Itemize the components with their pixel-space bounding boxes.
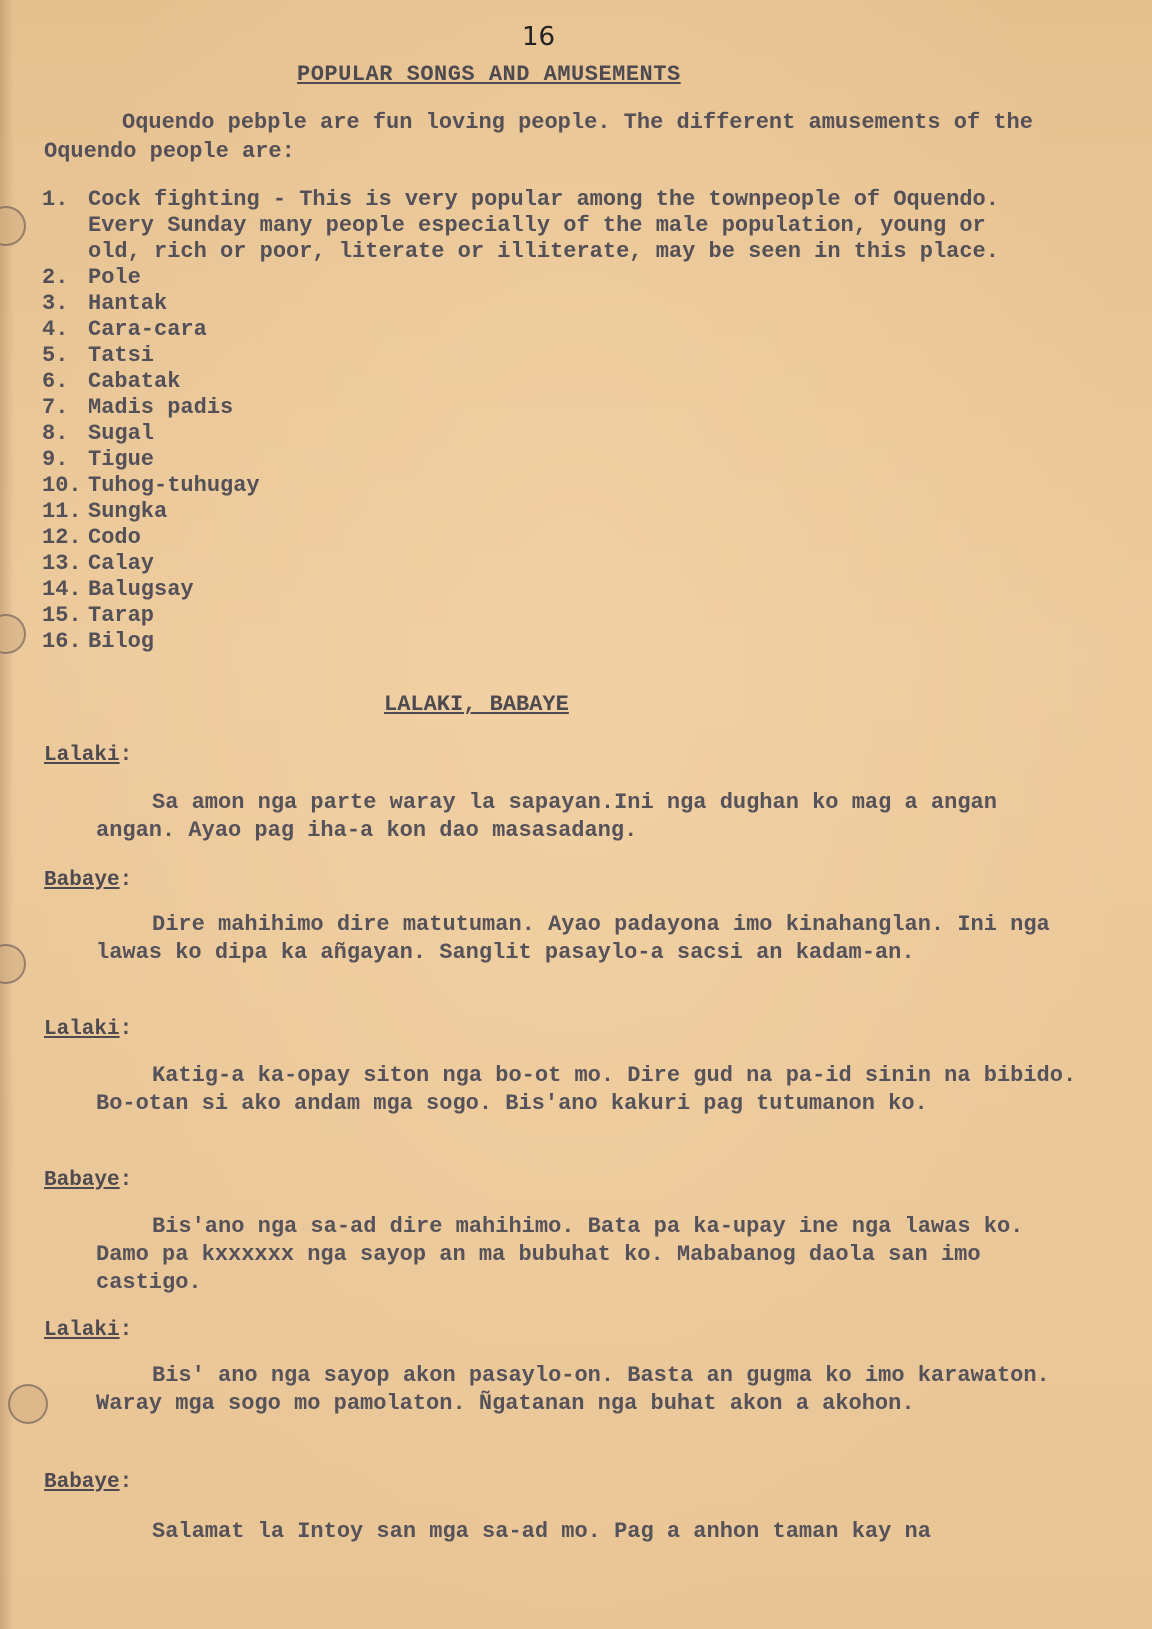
list-item: [42, 577, 1042, 603]
song-title: LALAKI, BABAYE: [384, 692, 569, 717]
speaker-name: Lalaki: [44, 1319, 120, 1342]
verse-line: Salamat la Intoy san mga sa-ad mo. Pag a anhon taman kay na: [152, 1519, 931, 1544]
verse-text: [96, 1062, 1086, 1118]
list-item-text: Bilog: [88, 629, 155, 654]
speaker-label: Babaye:: [44, 1471, 133, 1494]
list-item-number: 6.: [42, 369, 69, 394]
list-item-number: 2.: [42, 265, 69, 290]
list-item-text: Pole: [88, 265, 141, 290]
list-item: [42, 343, 1042, 369]
list-item-text: Cock fighting - This is very popular among the townpeople of Oquendo. Every Sunday many people especially of the male population, young or old, rich or poor, literate or illiterate, may be seen in this place.: [88, 187, 999, 264]
list-item-number: 12.: [42, 525, 82, 550]
list-item-text: Cabatak: [88, 369, 181, 394]
list-item-text: Sugal: [88, 421, 155, 446]
list-item: [42, 629, 1042, 655]
speaker-name: Lalaki: [44, 744, 120, 767]
list-item: [42, 473, 1042, 499]
list-item-text: Cara-cara: [88, 317, 207, 342]
list-item-number: 10.: [42, 473, 82, 498]
list-item-text: Codo: [88, 525, 141, 550]
list-item-number: 1.: [42, 187, 69, 212]
list-item: [42, 317, 1042, 343]
intro-paragraph: Oquendo pebple are fun loving people. The different amusements of the Oquendo people are:: [44, 110, 1033, 164]
list-item: [42, 603, 1042, 629]
list-item-number: 14.: [42, 577, 82, 602]
list-item-text: Tigue: [88, 447, 155, 472]
binder-hole: [0, 614, 26, 654]
list-item-number: 7.: [42, 395, 69, 420]
speaker-label: Babaye:: [44, 1169, 133, 1192]
verse-text: [96, 1518, 1086, 1546]
list-item-number: 5.: [42, 343, 69, 368]
binder-hole: [0, 944, 26, 984]
page-number: 16: [522, 22, 556, 52]
list-item-text: Madis padis: [88, 395, 234, 420]
list-item: [42, 369, 1042, 395]
list-item: [42, 447, 1042, 473]
speaker-label: Lalaki:: [44, 1018, 133, 1041]
verse-text: [96, 789, 1086, 845]
list-item: [42, 421, 1042, 447]
verse-line: Sa amon nga parte waray la sapayan.Ini nga dughan ko mag a angan angan. Ayao pag iha-a kon dao masasadang.: [96, 790, 997, 843]
speaker-name: Babaye: [44, 1471, 120, 1494]
speaker-name: Babaye: [44, 1169, 120, 1192]
list-item-text: Tatsi: [88, 343, 155, 368]
speaker-label: Lalaki:: [44, 1319, 133, 1342]
list-item-text: Tuhog-tuhugay: [88, 473, 260, 498]
verse-text: [96, 1362, 1086, 1418]
speaker-name: Lalaki: [44, 1018, 120, 1041]
verse-text: [96, 1213, 1086, 1297]
verse-line: Bis' ano nga sayop akon pasaylo-on. Basta an gugma ko imo karawaton. Waray mga sogo mo pamolaton. Ñgatanan nga buhat akon a akohon.: [96, 1363, 1050, 1416]
list-item-number: 3.: [42, 291, 69, 316]
verse-line: Dire mahihimo dire matutuman. Ayao padayona imo kinahanglan. Ini nga lawas ko dipa ka añgayan. Sanglit pasaylo-a sacsi an kadam-an.: [96, 912, 1050, 965]
list-item-text: Tarap: [88, 603, 155, 628]
list-item-number: 9.: [42, 447, 69, 472]
verse-line: Katig-a ka-opay siton nga bo-ot mo. Dire gud na pa-id sinin na bibido. Bo-otan si ako andam mga sogo. Bis'ano kakuri pag tutumanon ko.: [96, 1063, 1077, 1116]
list-item-text: Hantak: [88, 291, 168, 316]
list-item: [42, 291, 1042, 317]
amusements-list: [42, 187, 1042, 655]
list-item-text: Calay: [88, 551, 155, 576]
list-item-number: 16.: [42, 629, 82, 654]
binder-hole: [8, 1384, 48, 1424]
verse-text: [96, 911, 1086, 967]
list-item-number: 4.: [42, 317, 69, 342]
speaker-label: Babaye:: [44, 869, 133, 892]
speaker-name: Babaye: [44, 869, 120, 892]
list-item: [42, 551, 1042, 577]
list-item: [42, 525, 1042, 551]
list-item-text: Sungka: [88, 499, 168, 524]
page-title: POPULAR SONGS AND AMUSEMENTS: [297, 62, 681, 87]
list-item-number: 13.: [42, 551, 82, 576]
speaker-label: Lalaki:: [44, 744, 133, 767]
list-item: [42, 395, 1042, 421]
list-item-text: Balugsay: [88, 577, 194, 602]
verse-line: Bis'ano nga sa-ad dire mahihimo. Bata pa ka-upay ine nga lawas ko. Damo pa kxxxxxx nga sayop an ma bubuhat ko. Mababanog daola san imo castigo.: [96, 1214, 1024, 1295]
list-item-number: 15.: [42, 603, 82, 628]
list-item-number: 11.: [42, 499, 82, 524]
list-item: [42, 499, 1042, 525]
list-item: [42, 187, 1042, 265]
list-item: [42, 265, 1042, 291]
binder-hole: [0, 206, 26, 246]
list-item-number: 8.: [42, 421, 69, 446]
